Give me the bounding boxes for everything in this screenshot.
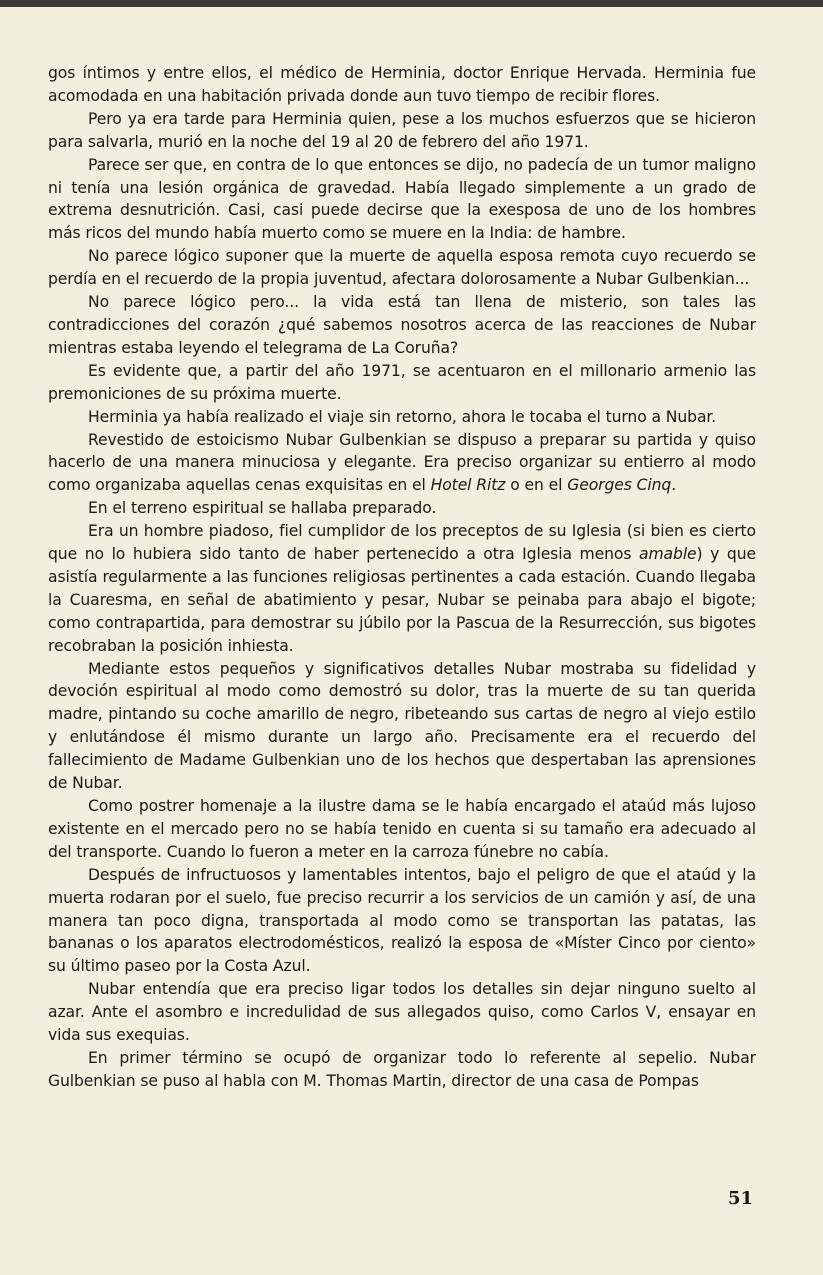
paragraph — [48, 406, 756, 429]
text-run: . — [671, 476, 677, 495]
paragraph — [48, 978, 756, 1047]
text-run: En primer término se ocupó de organizar todo lo referente al sepelio. Nubar Gulbenkian se puso al habla con M. Thomas Martin, director de una casa de Pompas — [48, 1048, 756, 1090]
text-run: Revestido de estoicismo Nubar Gulbenkian se dispuso a preparar su partida y quiso hacerlo de una manera minuciosa y elegante. Era preciso organizar su entierro al modo como organizaba aquellas cenas exquisitas en el — [48, 430, 756, 495]
paragraph — [48, 62, 756, 108]
paragraph — [48, 245, 756, 291]
text-run: Después de infructuosos y lamentables intentos, bajo el peligro de que el ataúd y la muerta rodaran por el suelo, fue preciso recurrir a los servicios de un camión y así, de una manera tan poco digna, transportada al modo como se transportan las patatas, las bananas o los aparatos electrodomésticos, realizó la esposa de «Míster Cinco por ciento» su último paseo por la Costa Azul. — [48, 865, 756, 976]
text-run: ) y que asistía regularmente a las funciones religiosas pertinentes a cada estación. Cuando llegaba la Cuaresma, en señal de abatimiento y pesar, Nubar se peinaba para abajo el bigote; como contrapartida, para demostrar su júbilo por la Pascua de la Resurrección, sus bigotes recobraban la posición inhiesta. — [48, 545, 757, 655]
text-run: gos íntimos y entre ellos, el médico de Herminia, doctor Enrique Hervada. Herminia fue acomodada en una habitación privada donde aun tuvo tiempo de recibir flores. — [48, 64, 756, 105]
text-run: Pero ya era tarde para Herminia quien, pese a los muchos esfuerzos que se hicieron para salvarla, murió en la noche del 19 al 20 de febrero del año 1971. — [48, 109, 756, 151]
text-run: Como postrer homenaje a la ilustre dama se le había encargado el ataúd más lujoso existente en el mercado pero no se había tenido en cuenta si su tamaño era adecuado al del transporte. Cuando lo fueron a meter en la carroza fúnebre no cabía. — [48, 797, 756, 861]
italic-text-run: Georges Cinq — [567, 476, 672, 495]
paragraph — [48, 108, 756, 154]
text-run: Era un hombre piadoso, fiel cumplidor de los preceptos de su Iglesia (si bien es cierto que no lo hubiera sido tanto de haber pertenecido a otra Iglesia menos — [48, 522, 756, 564]
paragraph — [48, 1047, 756, 1093]
text-run: Herminia ya había realizado el viaje sin retorno, ahora le tocaba el turno a Nubar. — [88, 407, 717, 426]
text-run: Nubar entendía que era preciso ligar todos los detalles sin dejar ninguno suelto al azar. Ante el asombro e incredulidad de sus allegados quiso, como Carlos V, ensayar en vida sus exequias. — [48, 980, 756, 1045]
italic-text-run: amable — [639, 545, 697, 564]
paragraph — [48, 795, 756, 864]
paragraph — [48, 154, 756, 246]
paragraph — [48, 497, 756, 520]
body-text — [48, 62, 756, 1093]
page-top-edge — [0, 0, 823, 7]
paragraph — [48, 429, 756, 498]
paragraph — [48, 520, 756, 657]
text-run: Es evidente que, a partir del año 1971, se acentuaron en el millonario armenio las premoniciones de su próxima muerte. — [48, 361, 756, 403]
text-run: No parece lógico pero... la vida está tan llena de misterio, son tales las contradicciones del corazón ¿qué sabemos nosotros acerca de las reacciones de Nubar mientras estaba leyendo el telegrama de La Coruña? — [48, 293, 756, 357]
text-run: No parece lógico suponer que la muerte de aquella esposa remota cuyo recuerdo se perdía en el recuerdo de la propia juventud, afectara dolorosamente a Nubar Gulbenkian... — [48, 247, 756, 289]
text-run: Mediante estos pequeños y significativos detalles Nubar mostraba su fidelidad y devoción espiritual al modo como demostró su dolor, tras la muerte de su tan querida madre, pintando su coche amarillo de negro, ribeteando sus cartas de negro al viejo estilo y enlutándose él mismo durante un largo año. Precisamente era el recuerdo del fallecimiento de Madame Gulbenkian uno de los hechos que despertaban las aprensiones de Nubar. — [48, 659, 756, 793]
text-run: o en el — [505, 476, 568, 495]
paragraph — [48, 658, 756, 795]
page-number: 51 — [728, 1188, 754, 1209]
paragraph — [48, 291, 756, 360]
paragraph — [48, 360, 756, 406]
italic-text-run: Hotel Ritz — [430, 476, 506, 495]
text-run: En el terreno espiritual se hallaba preparado. — [88, 499, 437, 518]
paragraph — [48, 864, 756, 979]
text-run: Parece ser que, en contra de lo que entonces se dijo, no padecía de un tumor maligno ni tenía una lesión orgánica de gravedad. Había llegado simplemente a un grado de extrema desnutrición. Casi, casi puede decirse que la exesposa de uno de los hombres más ricos del mundo había muerto como se muere en la India: de hambre. — [48, 155, 756, 243]
